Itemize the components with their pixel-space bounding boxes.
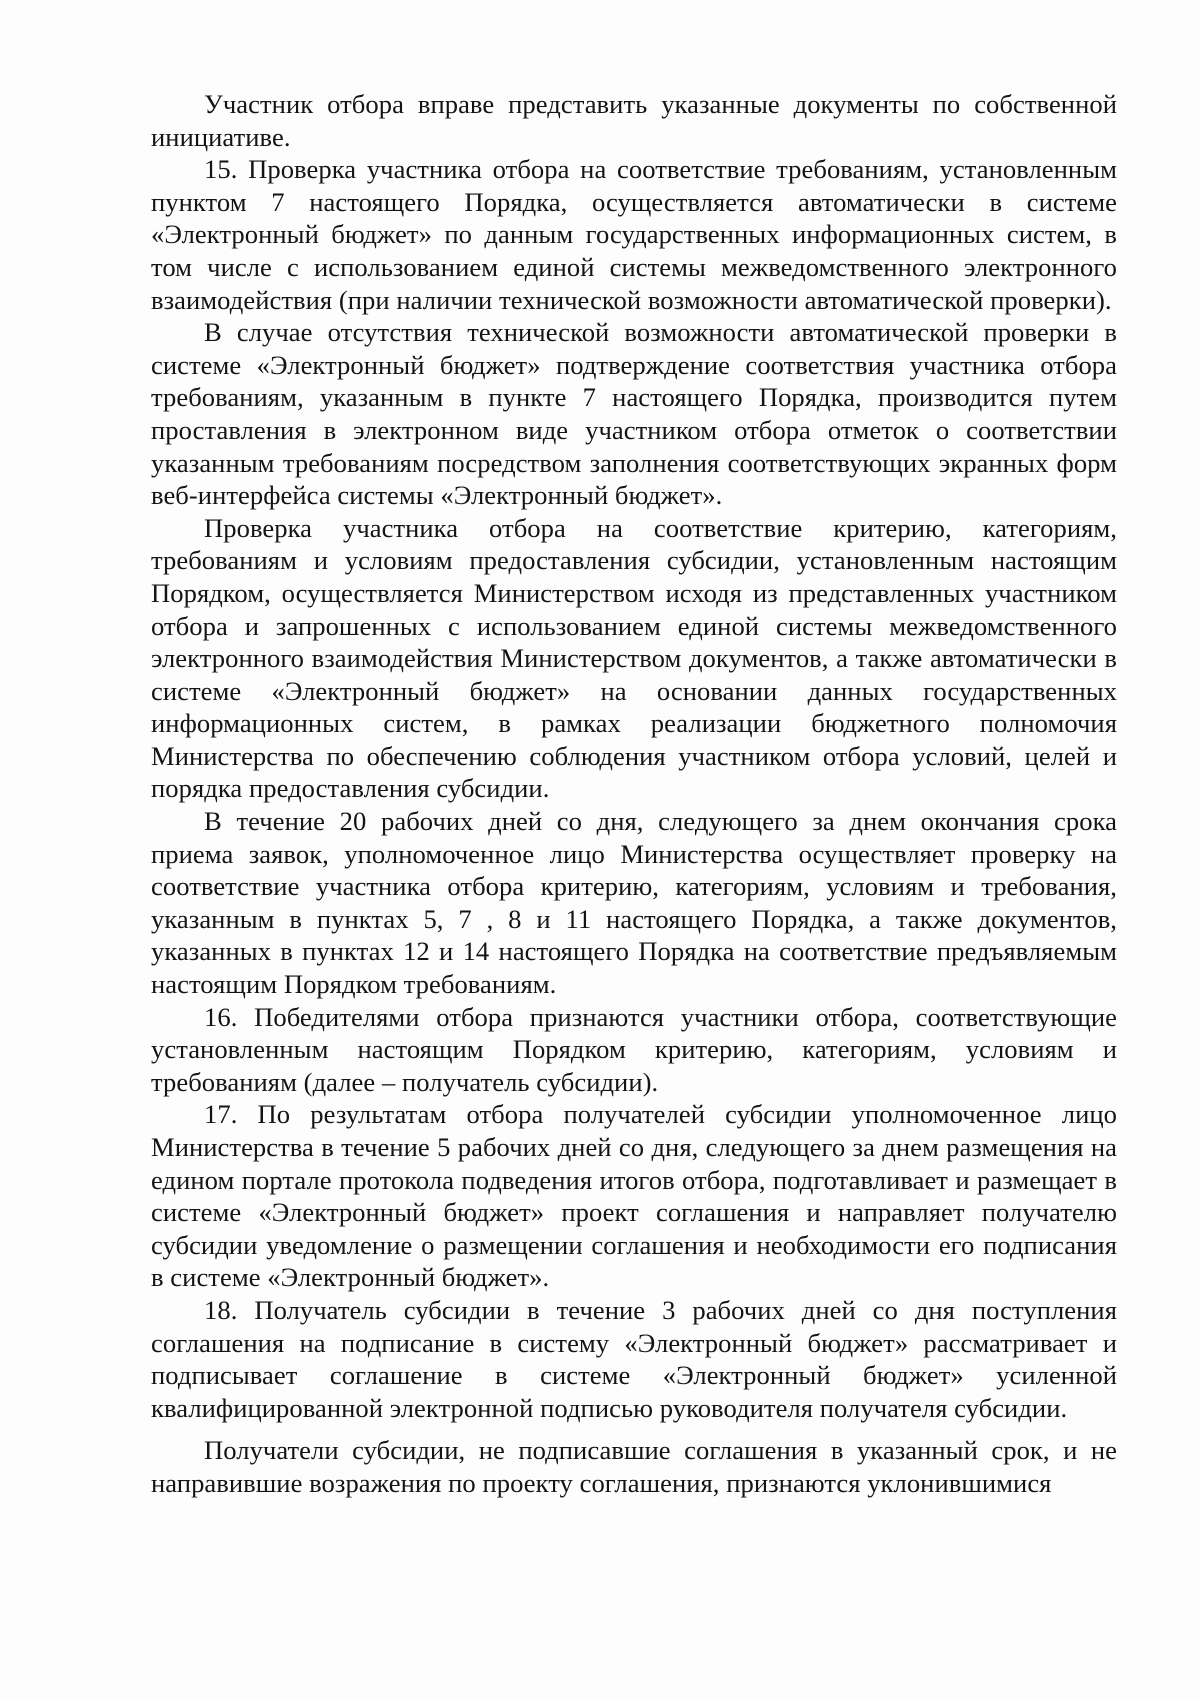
document-body — [151, 88, 1117, 1500]
paragraph-clause-17: 17. По результатам отбора получателей субсидии уполномоченное лицо Министерства в течение 5 рабочих дней со дня, следующего за днем размещения на едином портале протокола подведения итогов отбора, подготавливает и размещает в системе «Электронный бюджет» проект соглашения и направляет получателю субсидии уведомление о размещении соглашения и необходимости его подписания в системе «Электронный бюджет». — [151, 1099, 1117, 1293]
paragraph-ministry-check: Проверка участника отбора на соответствие критерию, категориям, требованиям и условиям предоставления субсидии, установленным настоящим Порядком, осуществляется Министерством исходя из представленных участником отбора и запрошенных с использованием единой системы межведомственного электронного взаимодействия Министерством документов, а также автоматически в системе «Электронный бюджет» на основании данных государственных информационных систем, в рамках реализации бюджетного полномочия Министерства по обеспечению соблюдения участником отбора условий, целей и порядка предоставления субсидии. — [151, 512, 1117, 804]
paragraph-clause-18: 18. Получатель субсидии в течение 3 рабочих дней со дня поступления соглашения на подписание в систему «Электронный бюджет» рассматривает и подписывает соглашение в системе «Электронный бюджет» усиленной квалифицированной электронной подписью руководителя получателя субсидии. — [151, 1294, 1117, 1423]
paragraph-clause-16: 16. Победителями отбора признаются участники отбора, соответствующие установленным настоящим Порядком критерию, категориям, условиям и требованиям (далее – получатель субсидии). — [151, 1001, 1117, 1097]
paragraph-clause-15: 15. Проверка участника отбора на соответствие требованиям, установленным пунктом 7 настоящего Порядка, осуществляется автоматически в системе «Электронный бюджет» по данным государственных информационных систем, в том числе с использованием единой системы межведомственного электронного взаимодействия (при наличии технической возможности автоматической проверки). — [151, 154, 1117, 315]
paragraph-20-working-days: В течение 20 рабочих дней со дня, следующего за днем окончания срока приема заявок, уполномоченное лицо Министерства осуществляет проверку на соответствие участника отбора критерию, категориям, условиям и требования, указанным в пунктах 5, 7 , 8 и 11 настоящего Порядка, а также документов, указанных в пунктах 12 и 14 настоящего Порядка на соответствие предъявляемым настоящим Порядком требованиям. — [151, 806, 1117, 1000]
paragraph-participant-initiative: Участник отбора вправе представить указанные документы по собственной инициативе. — [151, 89, 1117, 152]
paragraph-no-technical-possibility: В случае отсутствия технической возможности автоматической проверки в системе «Электронный бюджет» подтверждение соответствия участника отбора требованиям, указанным в пункте 7 настоящего Порядка, производится путем проставления в электронном виде участником отбора отметок о соответствии указанным требованиям посредством заполнения соответствующих экранных форм веб-интерфейса системы «Электронный бюджет». — [151, 317, 1117, 511]
paragraph-evading-recipients: Получатели субсидии, не подписавшие соглашения в указанный срок, и не направившие возражения по проекту соглашения, признаются уклонившимися — [151, 1435, 1117, 1498]
